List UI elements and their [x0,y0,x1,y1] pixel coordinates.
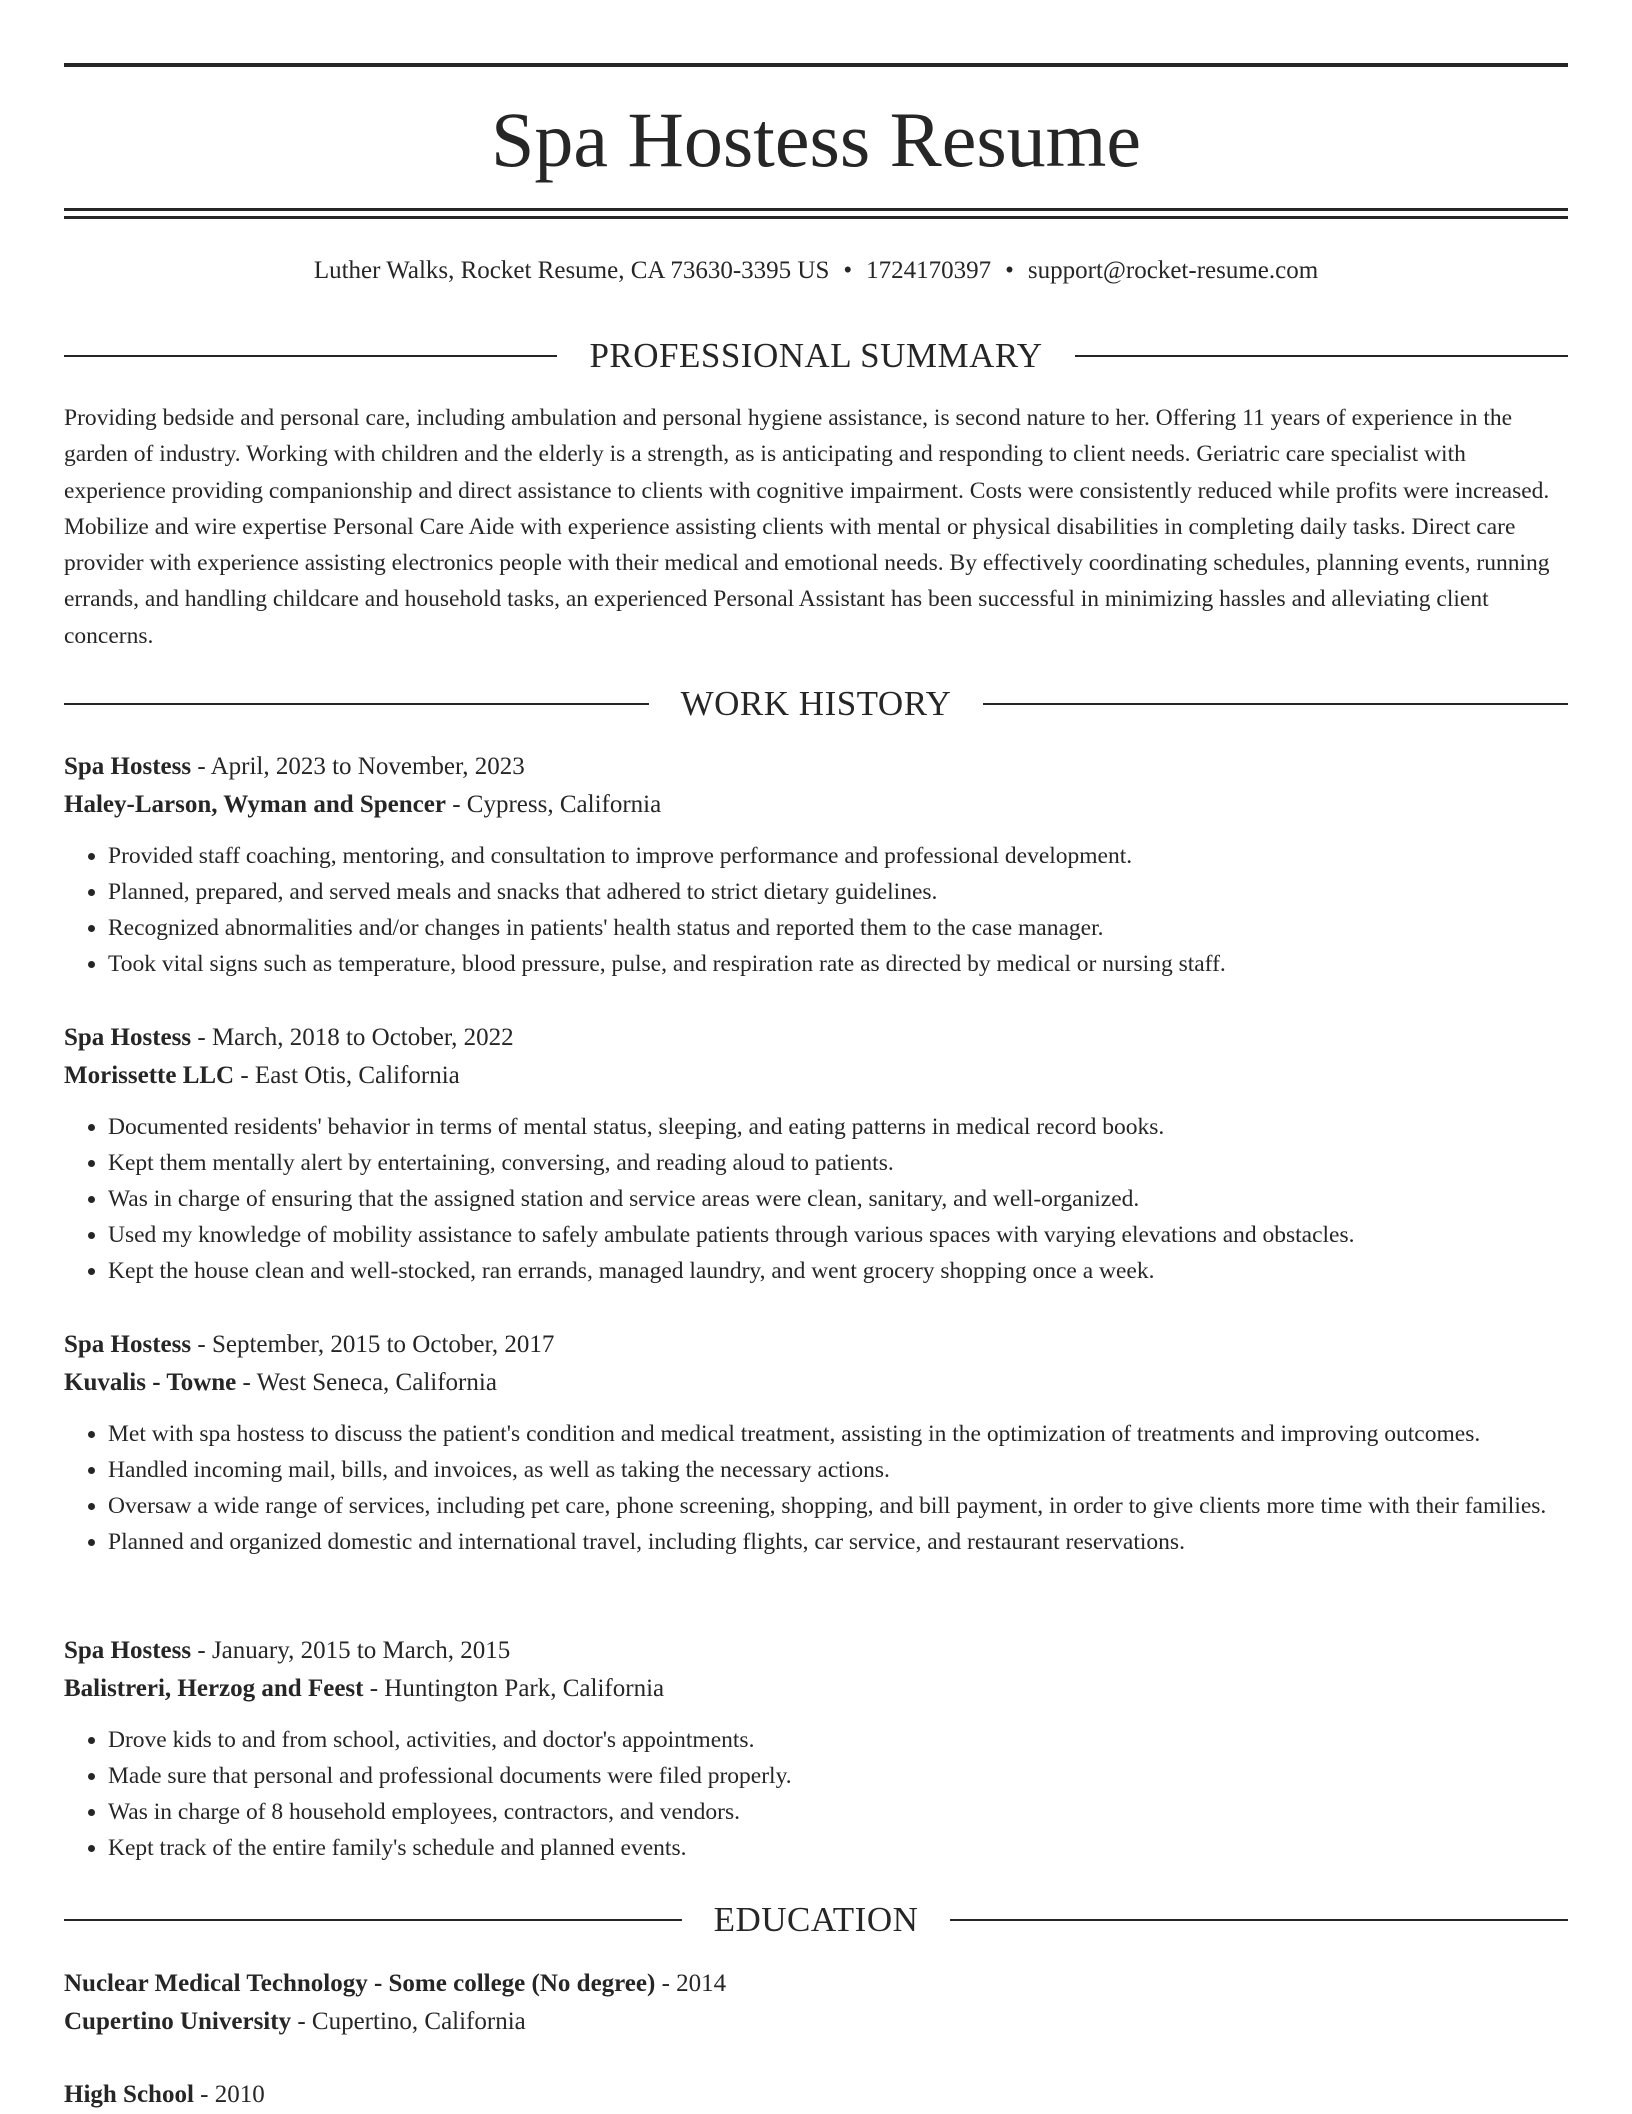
job-location: - East Otis, California [234,1062,460,1089]
education-degree: High School [64,2081,194,2108]
section-header-education [64,1900,1568,1940]
job-employer [64,1057,1568,1095]
job-company: Morissette LLC [64,1062,235,1089]
section-title: WORK HISTORY [680,684,952,723]
job-dates: - March, 2018 to October, 2022 [191,1024,514,1051]
section-title: EDUCATION [713,1900,919,1939]
job-employer [64,786,1568,824]
job-title: Spa Hostess [64,1024,192,1051]
education-location: - Cupertino, California [291,2008,526,2035]
list-item: • Was in charge of 8 household employees, contractors, and vendors. [108,1794,1568,1830]
contact-separator: • [843,257,853,284]
list-item: • Planned, prepared, and served meals and snacks that adhered to strict dietary guidelines. [108,874,1568,910]
job-title: Spa Hostess [64,753,192,780]
list-item: • Planned and organized domestic and international travel, including flights, car service, and restaurant reservations. [108,1524,1568,1560]
job-entry [64,1019,1568,1289]
job-dates: - September, 2015 to October, 2017 [191,1331,555,1358]
contact-line [64,254,1568,288]
section-rule [950,1919,1568,1921]
education-year: - 2014 [655,1970,727,1997]
section-rule [64,1919,682,1921]
title-rule-upper [64,208,1568,211]
list-item: • Took vital signs such as temperature, blood pressure, pulse, and respiration rate as directed by medical or nursing staff. [108,946,1568,982]
job-company: Haley-Larson, Wyman and Spencer [64,791,446,818]
job-bullets [64,1109,1568,1289]
job-heading [64,1019,1568,1057]
title-rule-lower [64,216,1568,219]
job-location: - Huntington Park, California [363,1675,665,1702]
job-bullets [64,1416,1568,1560]
summary-text: Providing bedside and personal care, including ambulation and personal hygiene assistance, is second nature to her. Offering 11 years of experience in the garden of industry. Working with children and the elderly is a strength, as is anticipating and responding to client needs. Geriatric care specialist with experience providing companionship and direct assistance to clients with cognitive impairment. Costs were consistently reduced while profits were increased. Mobilize and wire expertise Personal Care Aide with experience assisting clients with mental or physical disabilities in completing daily tasks. Direct care provider with experience assisting electronics people with their medical and emotional needs. By effectively coordinating schedules, planning events, running errands, and handling childcare and household tasks, an experienced Personal Assistant has been successful in minimizing hassles and alleviating client concerns. [64,405,1550,649]
job-employer [64,1670,1568,1708]
section-rule [983,703,1568,705]
list-item: • Used my knowledge of mobility assistance to safely ambulate patients through various spaces with varying elevations and obstacles. [108,1217,1568,1253]
job-title: Spa Hostess [64,1331,192,1358]
list-item: • Was in charge of ensuring that the assigned station and service areas were clean, sanitary, and well-organized. [108,1181,1568,1217]
section-header-summary [64,336,1568,376]
section-rule [64,355,557,357]
section-header-work [64,684,1568,724]
education-school-line [64,2003,1568,2041]
job-location: - West Seneca, California [236,1369,497,1396]
job-bullets [64,1722,1568,1866]
section-rule [64,703,649,705]
list-item: • Recognized abnormalities and/or changes in patients' health status and reported them to the case manager. [108,910,1568,946]
education-entry [64,1965,1568,2041]
job-dates: - April, 2023 to November, 2023 [191,753,525,780]
list-item: • Met with spa hostess to discuss the patient's condition and medical treatment, assisting in the optimization of treatments and improving outcomes. [108,1416,1568,1452]
job-heading [64,748,1568,786]
job-dates: - January, 2015 to March, 2015 [191,1637,511,1664]
job-company: Balistreri, Herzog and Feest [64,1675,364,1702]
job-entry [64,1326,1568,1560]
list-item: • Oversaw a wide range of services, including pet care, phone screening, shopping, and bill payment, in order to give clients more time with their families. [108,1488,1568,1524]
section-rule [1075,355,1568,357]
education-heading [64,2076,1568,2114]
contact-address: Luther Walks, Rocket Resume, CA 73630-3395 US [313,257,830,284]
top-rule [64,63,1568,67]
education-degree: Nuclear Medical Technology - Some college (No degree) [64,1970,656,1997]
section-title: PROFESSIONAL SUMMARY [589,336,1043,375]
contact-separator: • [1005,257,1014,284]
list-item: • Drove kids to and from school, activities, and doctor's appointments. [108,1722,1568,1758]
job-heading [64,1326,1568,1364]
list-item: • Handled incoming mail, bills, and invoices, as well as taking the necessary actions. [108,1452,1568,1488]
job-location: - Cypress, California [445,791,662,818]
education-year: - 2010 [193,2081,265,2108]
contact-email: support@rocket-resume.com [1027,257,1319,284]
list-item: • Documented residents' behavior in terms of mental status, sleeping, and eating patterns in medical record books. [108,1109,1568,1145]
education-school: Cupertino University [64,2008,292,2035]
list-item: • Provided staff coaching, mentoring, and consultation to improve performance and professional development. [108,838,1568,874]
job-bullets [64,838,1568,982]
list-item: • Kept the house clean and well-stocked, ran errands, managed laundry, and went grocery shopping once a week. [108,1253,1568,1289]
job-heading [64,1632,1568,1670]
page-title: Spa Hostess Resume [491,96,1141,183]
job-entry [64,748,1568,982]
job-employer [64,1364,1568,1402]
list-item: • Kept them mentally alert by entertaining, conversing, and reading aloud to patients. [108,1145,1568,1181]
education-entry [64,2076,1568,2114]
list-item: • Kept track of the entire family's schedule and planned events. [108,1830,1568,1866]
list-item: • Made sure that personal and professional documents were filed properly. [108,1758,1568,1794]
contact-phone: 1724170397 [866,257,992,284]
education-heading [64,1965,1568,2003]
job-entry [64,1632,1568,1866]
job-company: Kuvalis - Towne [64,1369,237,1396]
job-title: Spa Hostess [64,1637,192,1664]
